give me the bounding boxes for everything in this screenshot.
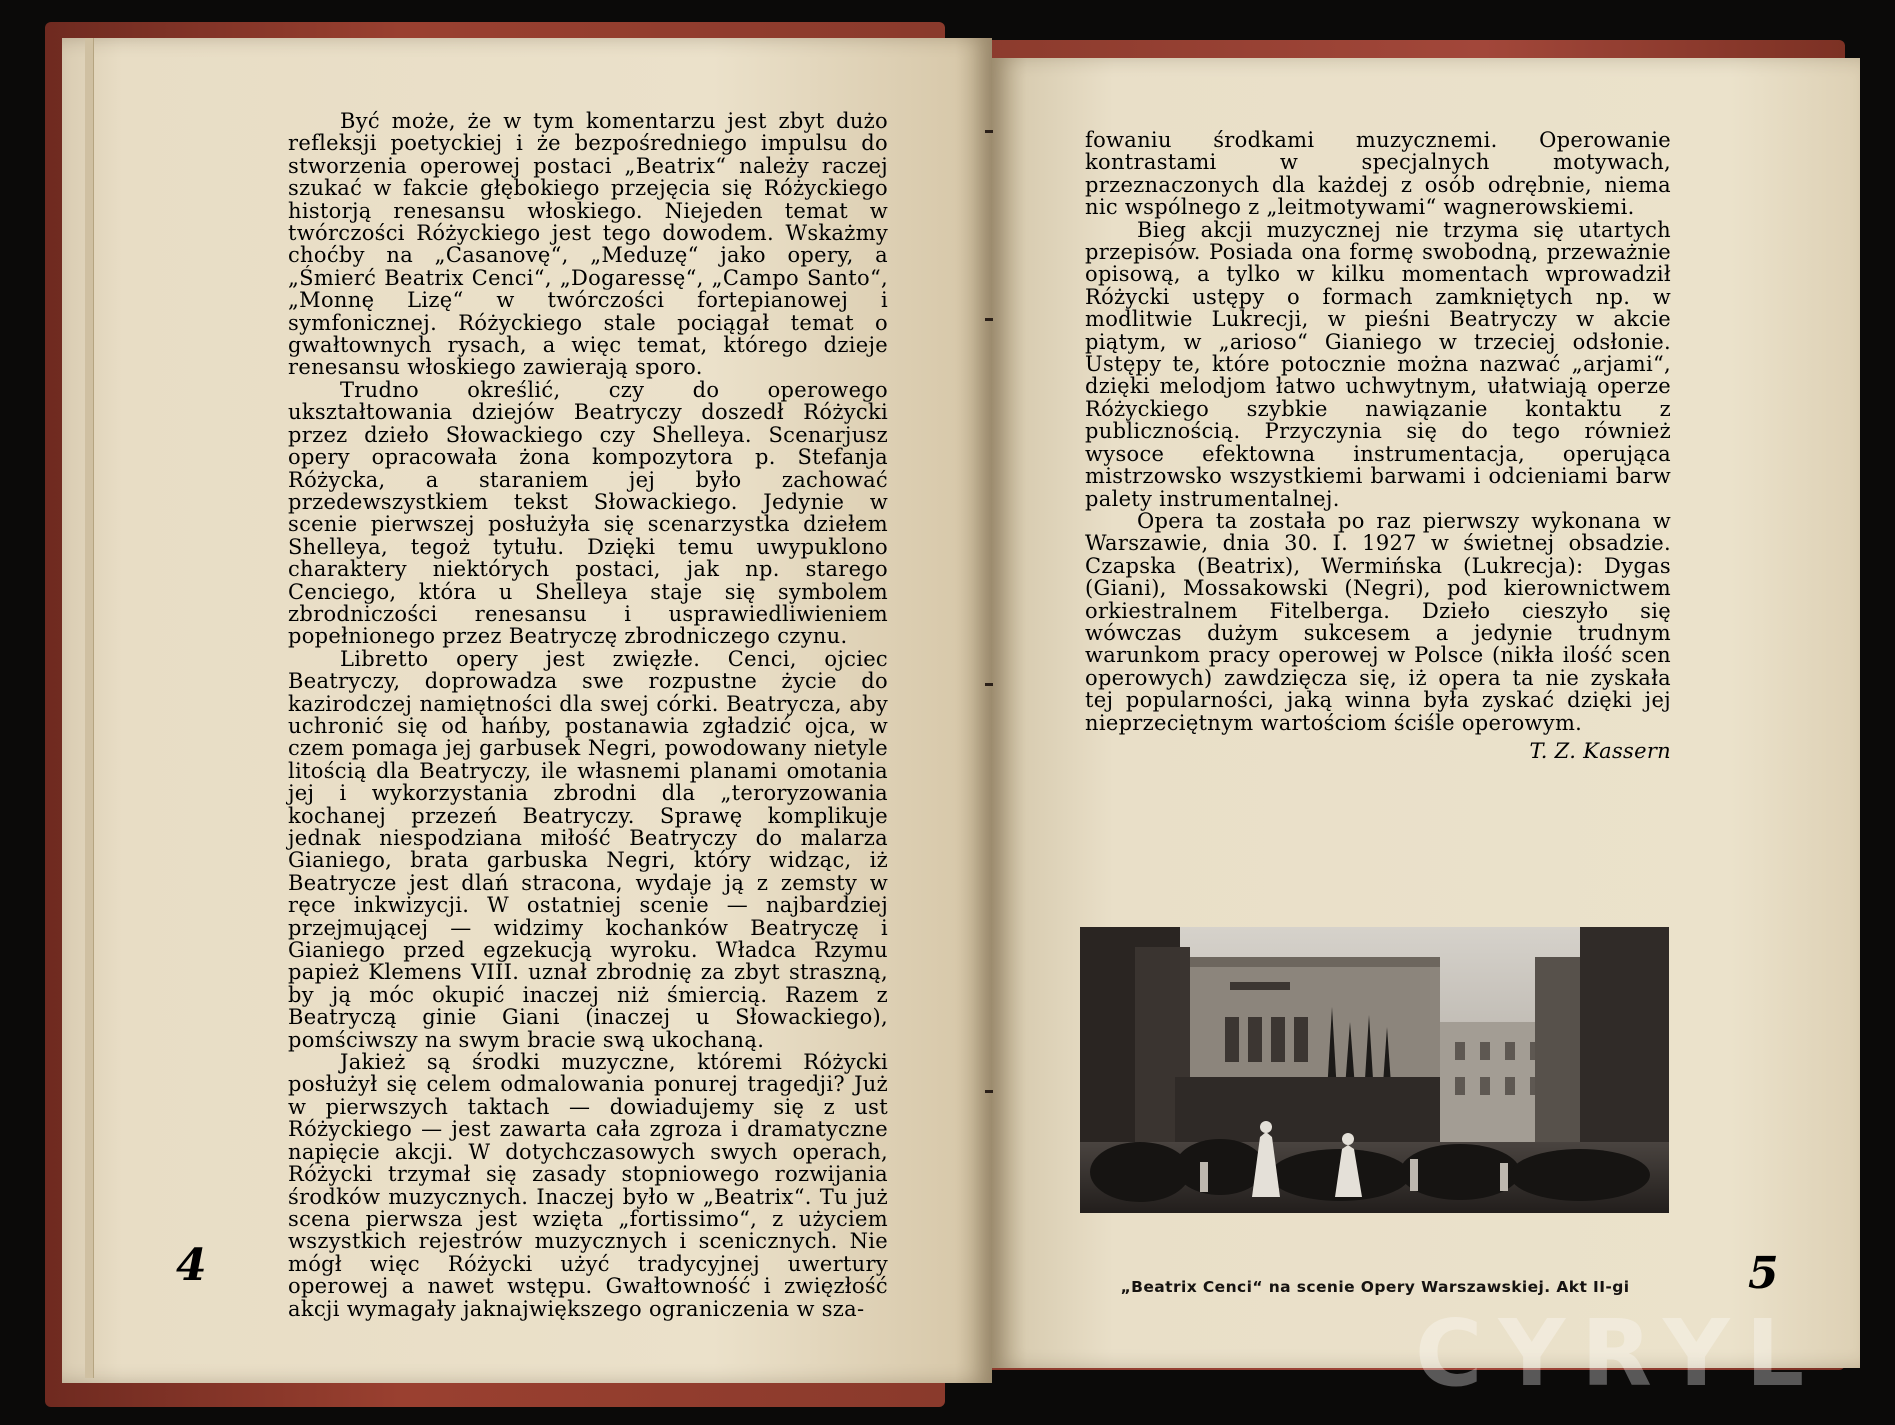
- stage-photograph: [1080, 927, 1669, 1213]
- binding-stitch: [985, 683, 993, 686]
- paragraph: Trudno określić, czy do operowego ukształtowania dziejów Beatryczy doszedł Różycki przez dzieło Słowackiego czy Shelleya. Scenarjusz opery opracowała żona kompozytora p. Stefanja Różycka, a staraniem jej było zachować przedewszystkiem tekst Słowackiego. Jedynie w scenie pierwszej posłużyła się scenarzystka dziełem Shelleya, tegoż tytułu. Dzięki temu uwypuklono charaktery niektórych postaci, jak np. starego Cenciego, która u Shelleya staje się symbolem zbrodniczości renesansu i usprawiedliwieniem popełnionego przez Beatryczę zbrodniczego czynu.: [288, 377, 888, 649]
- right-page-text: [1085, 129, 1671, 762]
- library-watermark: CYRYL: [1415, 1300, 1821, 1407]
- stage-scene-image: [1080, 927, 1669, 1213]
- paragraph: fowaniu środkami muzycznemi. Operowanie kontrastami w specjalnych motywach, przeznaczonych dla każdej z osób odrębnie, niema nic wspólnego z „leitmotywami“ wagnerowskiemi.: [1085, 128, 1671, 220]
- paragraph: Opera ta została po raz pierwszy wykonana w Warszawie, dnia 30. I. 1927 w świetnej obsadzie. Czapska (Beatrix), Wermińska (Lukrecja): Dygas (Giani), Mossakowski (Negri), pod kierownictwem orkiestralnem Fitelberga. Dzieło cieszyło się wówczas dużym sukcesem a jedynie trudnym warunkom pracy operowej w Polsce (nikła ilość scen operowych) zawdzięcza się, iż opera ta nie zyskała tej popularności, jaką winna była zyskać dzięki jej nieprzeciętnym wartościom ściśle operowym.: [1085, 508, 1671, 735]
- paragraph: Bieg akcji muzycznej nie trzyma się utartych przepisów. Posiada ona formę swobodną, przeważnie opisową, a tylko w kilku momentach wprowadził Różycki ustępy o formach zamkniętych np. w modlitwie Lukrecji, w pieśni Beatryczy w akcie piątym, w „arioso“ Gianiego w trzeciej odsłonie. Ustępy te, które potocznie można nazwać „arjami“, dzięki melodjom łatwo uchwytnym, ułatwiają operze Różyckiego szybkie nawiązanie kontaktu z publicznością. Przyczynia się do tego również wysoce efektowna instrumentacja, operująca mistrzowsko wszystkiemi barwami i odcieniami barw palety instrumentalnej.: [1085, 217, 1671, 511]
- paragraph: Libretto opery jest zwięzłe. Cenci, ojciec Beatryczy, doprowadza swe rozpustne życie do kazirodczej namiętności dla swej córki. Beatrycza, aby uchronić się od hańby, postanawia zgładzić ojca, w czem pomaga jej garbusek Negri, powodowany nietyle litością dla Beatryczy, ile własnemi planami omotania jej i wykorzystania zbrodni dla „teroryzowania kochanej przezeń Beatryczy. Sprawę komplikuje jednak niespodziana miłość Beatryczy do malarza Gianiego, brata garbuska Negri, który widząc, iż Beatrycze jest dlań stracona, wydaje ją z zemsty w ręce inkwizycji. W ostatniej scenie — najbardziej przejmującej — widzimy kochanków Beatryczę i Gianiego przed egzekucją wyroku. Władca Rzymu papież Klemens VIII. uznał zbrodnię za zbyt straszną, by ją móc okupić inaczej niż śmiercią. Razem z Beatryczą ginie Giani (inaczej u Słowackiego), pomściwszy na swym bracie swą ukochaną.: [288, 646, 888, 1052]
- page-edge: [85, 38, 94, 1378]
- page-number-left: 4: [176, 1240, 207, 1291]
- photo-caption: „Beatrix Cenci“ na scenie Opery Warszawskiej. Akt II-gi: [1120, 1278, 1630, 1296]
- page-number-right: 5: [1748, 1248, 1779, 1299]
- binding-stitch: [985, 1090, 993, 1093]
- paragraph: Być może, że w tym komentarzu jest zbyt dużo refleksji poetyckiej i że bezpośredniego impulsu do stworzenia operowej postaci „Beatrix“ należy raczej szukać w fakcie głębokiego przejęcia się Różyckiego historją renesansu włoskiego. Niejeden temat w twórczości Różyckiego jest tego dowodem. Wskażmy choćby na „Casanovę“, „Meduzę“ jako opery, a „Śmierć Beatrix Cenci“, „Dogaressę“, „Campo Santo“, „Monnę Lizę“ w twórczości fortepianowej i symfonicznej. Różyckiego stale pociągał temat o gwałtownych rysach, a więc temat, którego dzieje renesansu włoskiego zawierają sporo.: [288, 109, 888, 380]
- left-page-text: [288, 110, 888, 1320]
- author-signature: T. Z. Kassern: [1529, 738, 1671, 763]
- binding-stitch: [985, 318, 993, 321]
- paragraph: Jakież są środki muzyczne, któremi Różycki posłużył się celem odmalowania ponurej tragedji? Już w pierwszych taktach — dowiadujemy się z ust Różyckiego — jest zawarta cała zgroza i dramatyczne napięcie akcji. W dotychczasowych swych operach, Różycki trzymał się zasady stopniowego rozwijania środków muzycznych. Inaczej było w „Beatrix“. Tu już scena pierwsza jest wzięta „fortissimo“, z użyciem wszystkich rejestrów muzycznych i scenicznych. Nie mógł więc Różycki użyć tradycyjnej uwertury operowej a nawet wstępu. Gwałtowność i zwięzłość akcji wymagały jaknajwiększego ograniczenia w sza-: [288, 1050, 888, 1321]
- binding-stitch: [985, 130, 993, 133]
